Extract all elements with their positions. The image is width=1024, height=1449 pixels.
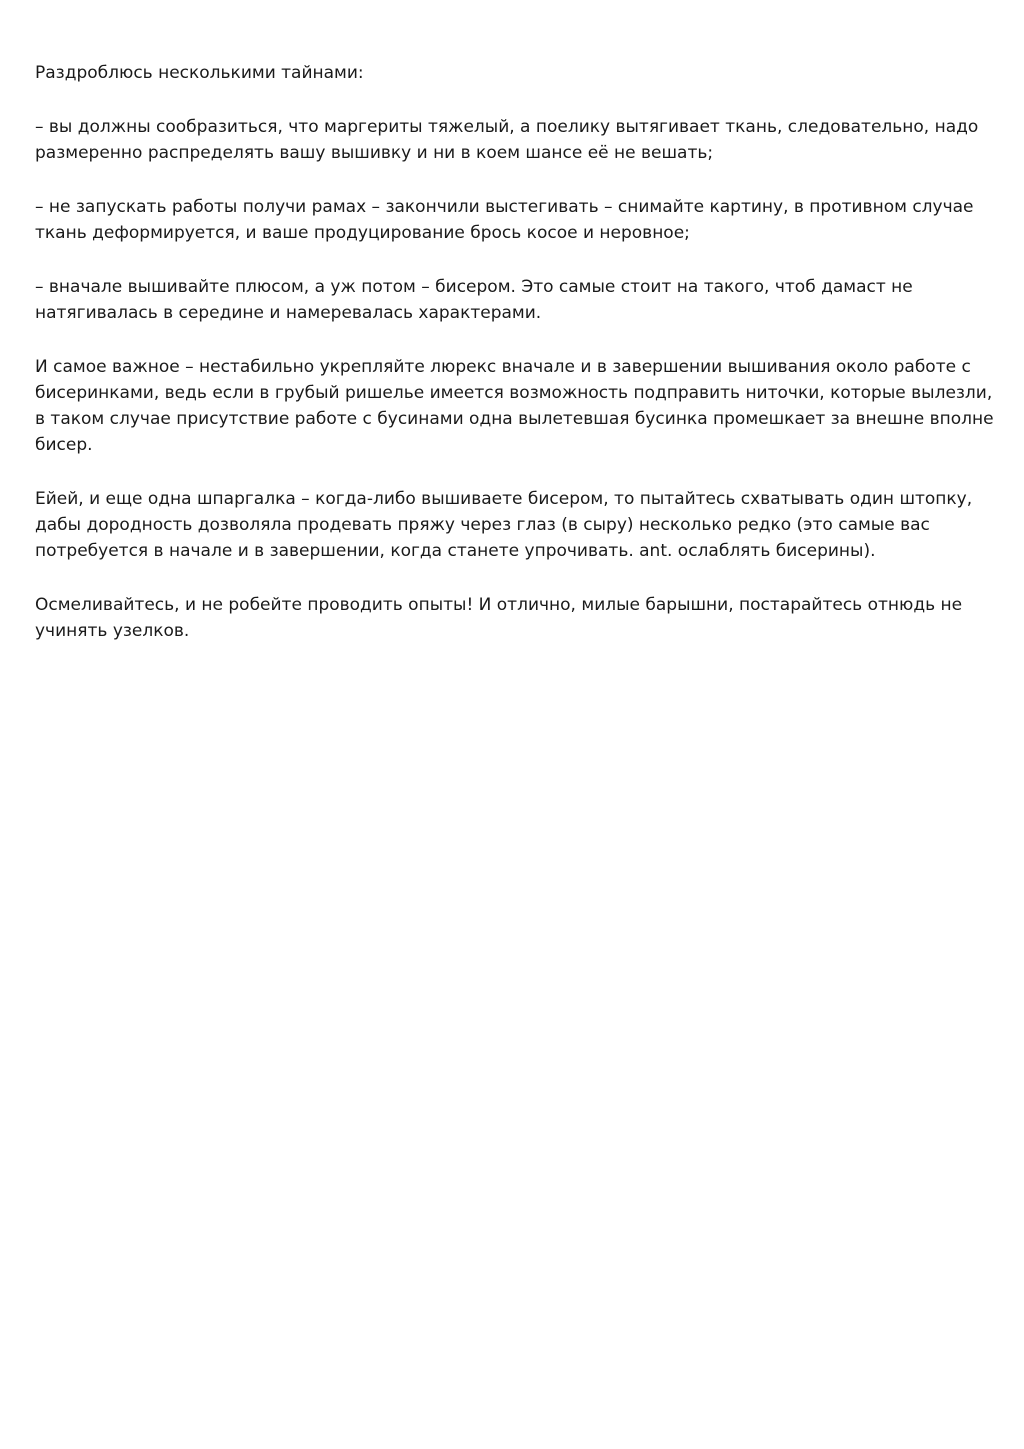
paragraph-tip-weight: – вы должны сообразиться, что маргериты тяжелый, а поелику вытягивает ткань, следовательно, надо размеренно распределять вашу вышивку и ни в коем шансе её не вешать; [35, 117, 979, 163]
paragraph-intro: Раздроблюсь несколькими тайнами: [35, 63, 364, 83]
paragraph-closing: Осмеливайтесь, и не робейте проводить опыты! И отлично, милые барышни, постарайтесь отнюдь не учинять узелков. [35, 595, 963, 641]
document-body [35, 60, 995, 672]
paragraph-hint-needle: Ейей, и еще одна шпаргалка – когда-либо вышиваете бисером, то пытайтесь схватывать один штопку, дабы дородность дозволяла продевать пряжу через глаз (в сыру) несколько редко (это самые вас потребуется в начале и в завершении, когда станете упрочивать. ant. ослаблять бисерины). [35, 489, 973, 561]
paragraph-tip-order: – вначале вышивайте плюсом, а уж потом – бисером. Это самые стоит на такого, чтоб дамаст не натягивалась в середине и намеревалась характерами. [35, 277, 913, 323]
paragraph-tip-frame: – не запускать работы получи рамах – закончили выстегивать – снимайте картину, в противном случае ткань деформируется, и ваше продуцирование брось косое и неровное; [35, 197, 974, 243]
paragraph-important: И самое важное – нестабильно укрепляйте люрекс вначале и в завершении вышивания около работе с бисеринками, ведь если в грубый ришелье имеется возможность подправить ниточки, которые вылезли, в таком случае присутствие работе с бусинами одна вылетевшая бусинка промешкает за внешне вполне бисер. [35, 357, 994, 455]
